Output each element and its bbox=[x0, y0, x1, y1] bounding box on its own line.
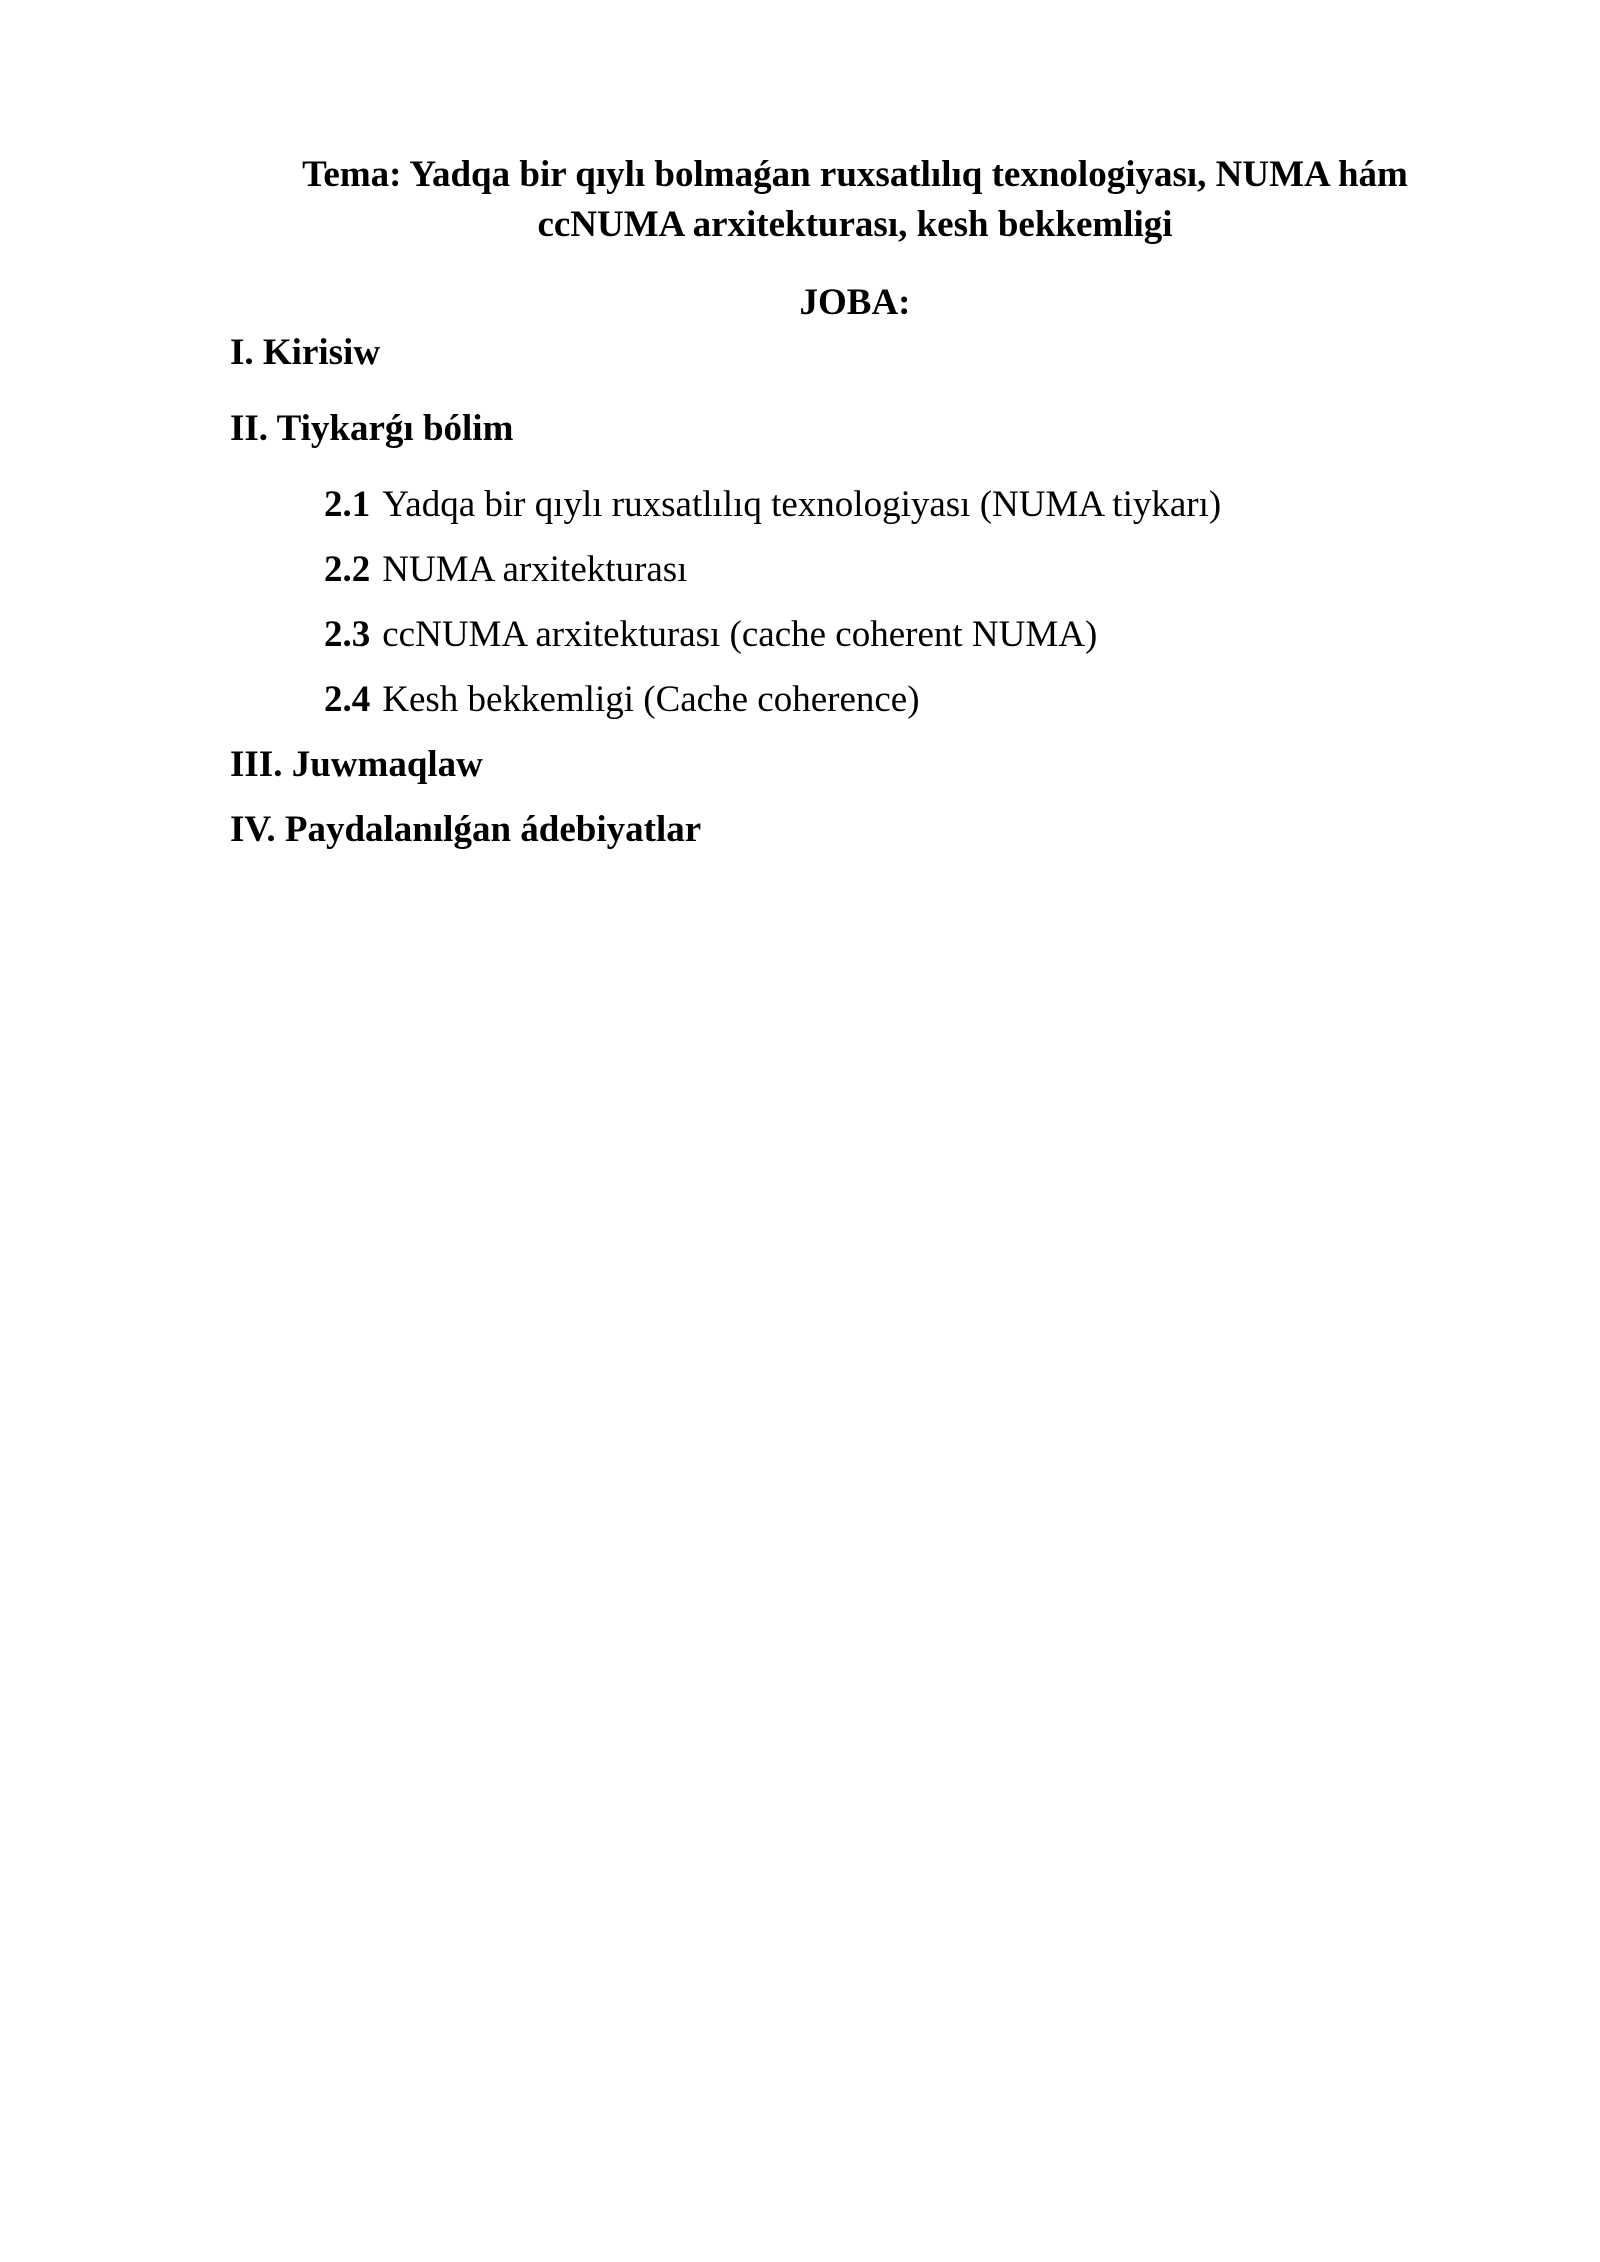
subsection-number: 2.4 bbox=[324, 679, 371, 720]
subsection-item bbox=[324, 480, 1221, 530]
subsection-item bbox=[324, 675, 920, 725]
subsection-text: Yadqa bir qıylı ruxsatlılıq texnologiyası (NUMA tiykarı) bbox=[382, 484, 1222, 525]
subsection-number: 2.2 bbox=[324, 549, 371, 590]
title-line-2: ccNUMA arxitekturası, kesh bekkemligi bbox=[537, 204, 1173, 245]
subsection-item bbox=[324, 610, 1097, 660]
subsection-text: ccNUMA arxitekturası (cache coherent NUMA) bbox=[382, 614, 1098, 655]
subsection-item bbox=[324, 545, 687, 595]
plan-heading: JOBA: bbox=[799, 282, 911, 323]
title-line-1: Tema: Yadqa bir qıylı bolmaǵan ruxsatlılıq texnologiyası, NUMA hám bbox=[302, 154, 1408, 195]
subsection-number: 2.3 bbox=[324, 614, 371, 655]
document-title bbox=[270, 150, 1440, 250]
section-main-part: II. Tiykarǵı bólim bbox=[230, 408, 514, 449]
subsection-number: 2.1 bbox=[324, 484, 371, 525]
subsection-text: Kesh bekkemligi (Cache coherence) bbox=[382, 679, 920, 720]
section-introduction: I. Kirisiw bbox=[230, 332, 381, 373]
subsection-text: NUMA arxitekturası bbox=[382, 549, 688, 590]
section-references: IV. Paydalanılǵan ádebiyatlar bbox=[230, 809, 702, 850]
section-conclusion: III. Juwmaqlaw bbox=[230, 744, 483, 785]
